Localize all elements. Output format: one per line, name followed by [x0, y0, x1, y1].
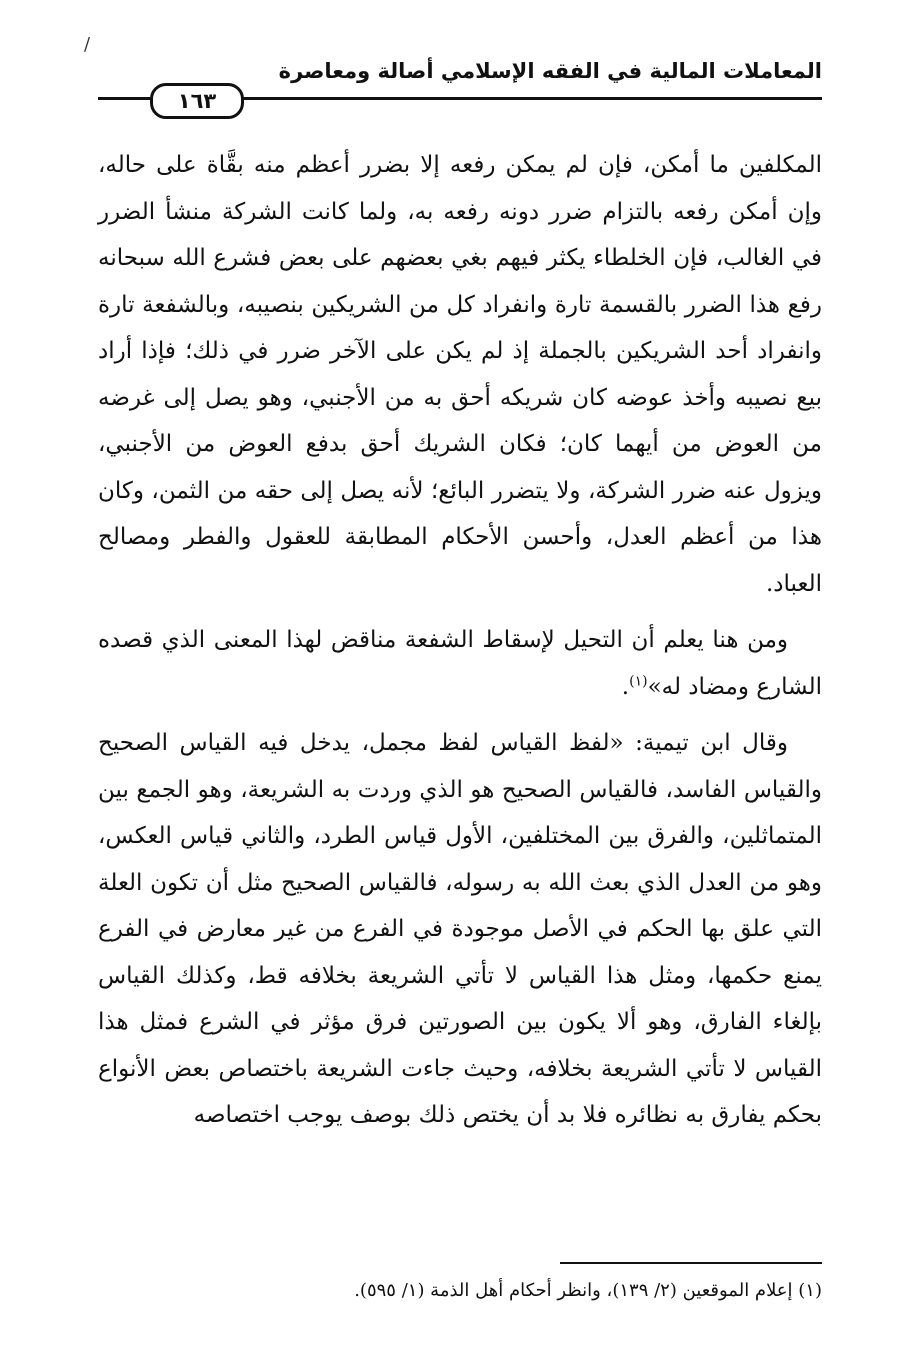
stray-pen-mark: / [84, 34, 91, 55]
main-text [98, 142, 822, 1139]
paragraph-3: وقال ابن تيمية: «لفظ القياس لفظ مجمل، يدخل فيه القياس الصحيح والقياس الفاسد، فالقياس الصحيح هو الذي وردت به الشريعة، وهو الجمع بين المتماثلين، والفرق بين المختلفين، الأول قياس الطرد، والثاني قياس العكس، وهو من العدل الذي بعث الله به رسوله، فالقياس الصحيح مثل أن تكون العلة التي علق بها الحكم في الأصل موجودة في الفرع من غير معارض في الفرع يمنع حكمها، ومثل هذا القياس لا تأتي الشريعة بخلافه قط، وكذلك القياس بإلغاء الفارق، وهو ألا يكون بين الصورتين فرق مؤثر في الشرع فمثل هذا القياس لا تأتي الشريعة بخلافه، وحيث جاءت الشريعة باختصاص بعض الأنواع بحكم يفارق به نظائره فلا بد أن يختص ذلك بوصف يوجب اختصاصه [98, 730, 822, 1128]
paragraph-2-text: ومن هنا يعلم أن التحيل لإسقاط الشفعة مناقض لهذا المعنى الذي قصده الشارع ومضاد له» [98, 627, 822, 700]
running-header-title: المعاملات المالية في الفقه الإسلامي أصالة ومعاصرة [278, 59, 822, 83]
page-number-badge: ١٦٣ [150, 83, 244, 119]
footnote-rule [560, 1262, 822, 1264]
paragraph-1: المكلفين ما أمكن، فإن لم يمكن رفعه إلا بضرر أعظم منه بقَّاة على حاله، وإن أمكن رفعه بالتزام ضرر دونه رفعه به، ولما كانت الشركة منشأ الضرر في الغالب، فإن الخلطاء يكثر فيهم بغي بعضهم على بعض فشرع الله سبحانه رفع هذا الضرر بالقسمة تارة وانفراد كل من الشريكين بنصيبه، وبالشفعة تارة وانفراد أحد الشريكين بالجملة إذ لم يكن على الآخر ضرر في ذلك؛ فإذا أراد بيع نصيبه وأخذ عوضه كان شريكه أحق به من الأجنبي، وهو يصل إلى غرضه من العوض من أيهما كان؛ فكان الشريك أحق بدفع العوض من الأجنبي، ويزول عنه ضرر الشركة، ولا يتضرر البائع؛ لأنه يصل إلى حقه من الثمن، وكان هذا من أعظم العدل، وأحسن الأحكام المطابقة للعقول والفطر ومصالح العباد. [98, 152, 822, 597]
footnote-reference[interactable]: (١) [629, 672, 648, 689]
paragraph-2-end: . [621, 673, 630, 700]
paragraph-2 [98, 617, 822, 710]
footnote-1: (١) إعلام الموقعين (٢/ ١٣٩)، وانظر أحكام أهل الذمة (١/ ٥٩٥). [354, 1280, 822, 1301]
